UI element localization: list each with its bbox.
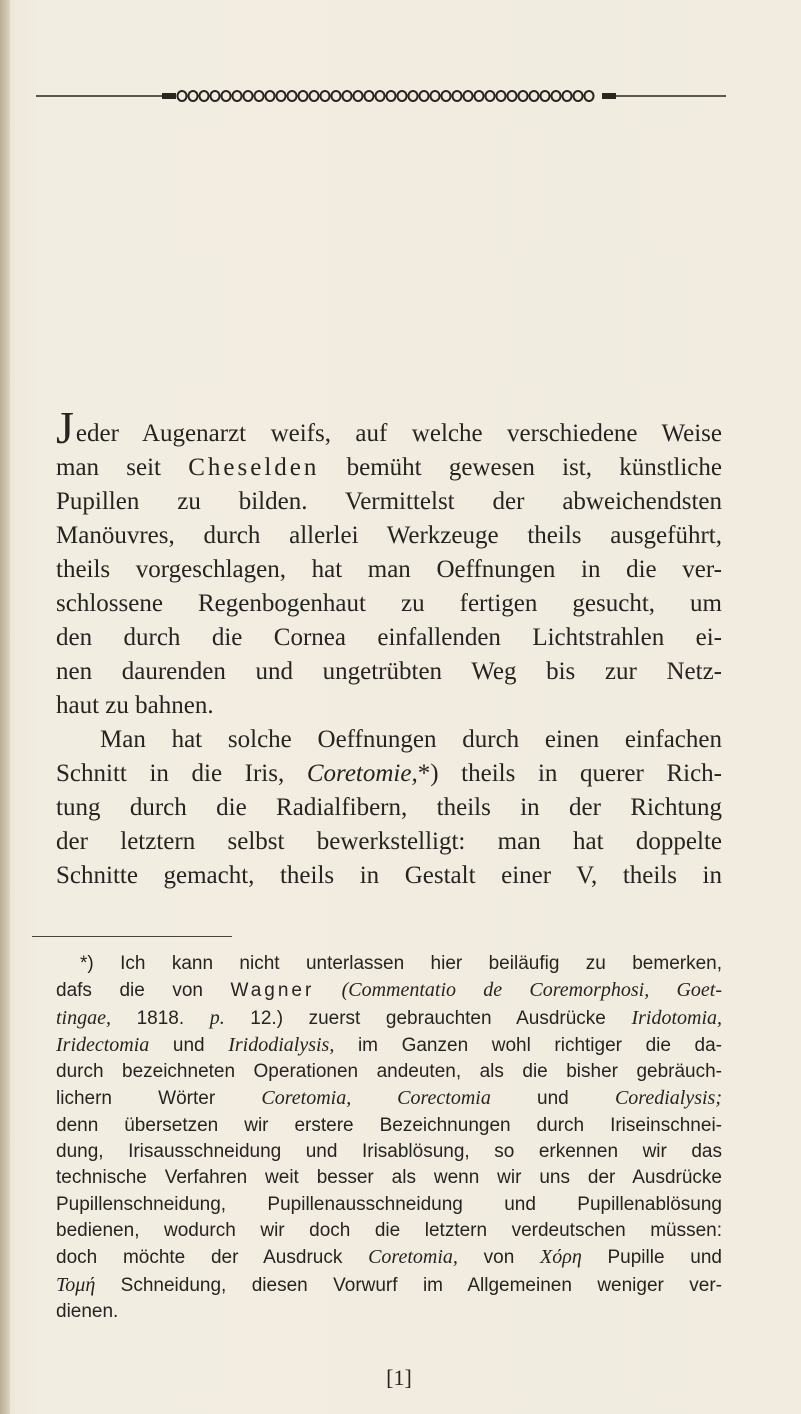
text-line-2: man seit Cheselden bemüht gewesen ist, künstliche [56, 454, 722, 481]
footnote-line-5: durch bezeichneten Operationen andeuten, als die bisher gebräuch- [56, 1061, 722, 1083]
page-binding-edge [0, 0, 10, 1414]
footnote-line-13: Τομή Schneidung, diesen Vorwurf im Allgemeinen weniger ver- [56, 1273, 722, 1296]
footnote-line-8: dung, Irisausschneidung und Irisablösung, so erkennen wir das [56, 1141, 722, 1163]
text-line-13: der letztern selbst bewerkstelligt: man hat doppelte [56, 828, 722, 855]
text-line-14: Schnitte gemacht, theils in Gestalt einer V, theils in [56, 862, 722, 889]
text-line-1: Jeder Augenarzt weifs, auf welche verschiedene Weise [56, 402, 722, 453]
text-line-5: theils vorgeschlagen, hat man Oeffnungen in die ver- [56, 556, 722, 583]
footnote-line-2: dafs die von Wagner (Commentatio de Coremorphosi, Goet- [56, 979, 722, 1002]
term-coretomie: Coretomie, [306, 760, 418, 787]
footnote-line-11: bedienen, wodurch wir doch die letztern verdeutschen müssen: [56, 1219, 722, 1241]
main-text-block [56, 402, 722, 893]
text-line-9: haut zu bahnen. [56, 692, 214, 719]
initial-letter: J [56, 402, 74, 453]
name-wagner: Wagner [230, 980, 315, 1002]
footnote-line-1: *) Ich kann nicht unterlassen hier beiläufig zu bemerken, [80, 953, 722, 974]
footnote-rule [32, 936, 232, 937]
footnote-line-14: dienen. [56, 1300, 119, 1322]
text-line-11: Schnitt in die Iris, Coretomie,*) theils in querer Rich- [56, 760, 722, 787]
footnote-line-4: Iridectomia und Iridodialysis, im Ganzen wohl richtiger die da- [56, 1033, 722, 1056]
text-line-7: den durch die Cornea einfallenden Lichtstrahlen ei- [56, 624, 722, 651]
text-line-6: schlossene Regenbogenhaut zu fertigen gesucht, um [56, 590, 722, 617]
name-cheselden: Cheselden [188, 454, 320, 481]
footnote-line-7: denn übersetzen wir erstere Bezeichnungen durch Iriseinschnei- [56, 1114, 722, 1136]
text-line-3: Pupillen zu bilden. Vermittelst der abweichendsten [56, 488, 722, 515]
footnote-line-10: Pupillenschneidung, Pupillenausschneidung und Pupillenablösung [56, 1193, 722, 1215]
text-line-12: tung durch die Radialfibern, theils in der Richtung [56, 794, 722, 821]
text-line-4: Manöuvres, durch allerlei Werkzeuge theils ausgeführt, [56, 522, 722, 549]
footnote-line-3: tingae, 1818. p. 12.) zuerst gebrauchten Ausdrücke Iridotomia, [56, 1006, 722, 1029]
ornamental-head-rule [36, 88, 726, 104]
page-number: [1] [386, 1365, 412, 1390]
text-line-8: nen daurenden und ungetrübten Weg bis zur Netz- [56, 658, 722, 685]
footnote-line-12: doch möchte der Ausdruck Coretomia, von Χόρη Pupille und [56, 1246, 722, 1269]
text-line-10: Man hat solche Oeffnungen durch einen einfachen [100, 726, 722, 753]
footnote-line-6: lichern Wörter Coretomia, Corectomia und Coredialysis; [56, 1087, 722, 1110]
footnote-block [56, 951, 722, 1325]
footnote-line-9: technische Verfahren weit besser als wenn wir uns der Ausdrücke [56, 1167, 722, 1189]
